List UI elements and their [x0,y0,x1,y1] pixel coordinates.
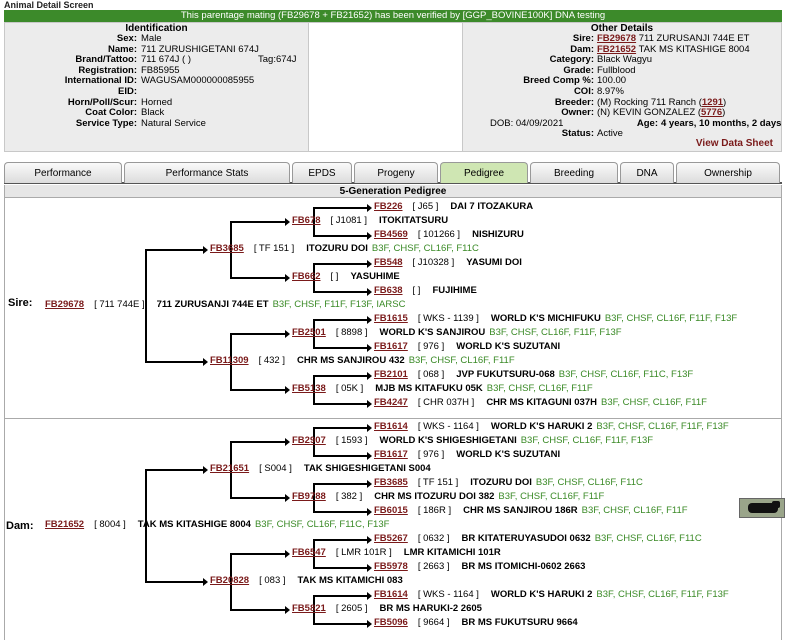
tab-performance-stats[interactable]: Performance Stats [124,162,290,183]
pedigree-genetic-status: B3F, CHSF, CL16F, F11C [535,477,643,488]
name-value: 711 ZURUSHIGETANI 674J [141,43,259,55]
tab-pedigree[interactable]: Pedigree [440,162,528,183]
pedigree-genetic-status: B3F, CHSF, CL16F, F11F, F13F [604,313,738,324]
pedigree-tattoo: [ J10328 ] [412,257,455,268]
pedigree-connector [230,497,286,499]
pedigree-tattoo: [ 2605 ] [335,603,368,614]
pedigree-node [210,355,515,367]
intl-value: WAGUSAM000000085955 [141,75,255,87]
registration-label: Registration: [78,64,137,76]
pedigree-node [374,229,524,241]
pedigree-connector [313,207,368,209]
pedigree-connector [230,389,286,391]
breeder-label: Breeder: [554,96,594,108]
pedigree-animal-name: YASUMI DOI [466,257,522,268]
pedigree-connector [145,249,204,251]
pedigree-tattoo: [ 083 ] [259,575,286,586]
pedigree-animal-name: 711 ZURUSANJI 744E ET [156,299,269,310]
arrow-right-icon [203,466,208,474]
tab-dna[interactable]: DNA [620,162,674,183]
pedigree-node [374,505,688,517]
pedigree-connector [313,539,368,541]
pedigree-animal-name: LMR KITAMICHI 101R [403,547,501,558]
pedigree-animal-name: NISHIZURU [472,229,524,240]
pedigree-connector [313,455,368,457]
pedigree-node [374,533,702,545]
tab-progeny[interactable]: Progeny [354,162,438,183]
pedigree-reg-link[interactable]: FB6015 [374,505,408,516]
pedigree-tattoo: [ J65 ] [412,201,439,212]
pedigree-genetic-status: B3F, CHSF, CL16F, F11F, F13F [520,435,654,446]
arrow-right-icon [203,578,208,586]
pedigree-animal-name: CHR MS SANJIROU 186R [463,505,578,516]
pedigree-tattoo: [ 0632 ] [417,533,450,544]
pedigree-tattoo: [ 101266 ] [417,229,461,240]
pedigree-animal-name: ITOZURU DOI [306,243,368,254]
pedigree-reg-link[interactable]: FB9788 [292,491,326,502]
pedigree-tattoo: [ TF 151 ] [417,477,459,488]
pedigree-reg-link[interactable]: FB2101 [374,369,408,380]
pedigree-reg-link[interactable]: FB6547 [292,547,326,558]
pedigree-animal-name: MJB MS KITAFUKU 05K [375,383,483,394]
arrow-right-icon [203,246,208,254]
pedigree-tattoo: [ 2663 ] [417,561,450,572]
pedigree-animal-name: CHR MS KITAGUNI 037H [486,397,597,408]
sire-dam-divider [5,418,781,419]
coi-label: COI: [573,86,594,97]
pedigree-tattoo: [ 05K ] [335,383,364,394]
pedigree-animal-name: DAI 7 ITOZAKURA [450,201,534,212]
arrow-right-icon [285,606,290,614]
pedigree-title: 5-Generation Pedigree [5,185,781,198]
arrow-right-icon [367,424,372,432]
pedigree-node [374,201,533,213]
pedigree-connector [313,403,368,405]
pedigree-reg-link[interactable]: FB5978 [374,561,408,572]
dam-label: Dam: [570,43,594,55]
arrow-right-icon [285,386,290,394]
pedigree-connector [313,375,368,377]
pedigree-reg-link[interactable]: FB3685 [210,243,244,254]
sire-photo-thumbnail[interactable] [739,498,785,518]
arrow-right-icon [285,274,290,282]
pedigree-reg-link[interactable]: FB678 [292,215,321,226]
pedigree-tattoo: [ S004 ] [259,463,292,474]
pedigree-tattoo: [ ] [412,285,421,296]
owner-close: ) [722,107,726,119]
service-value: Natural Service [141,117,206,129]
pedigree-connector [313,291,368,293]
pedigree-reg-link[interactable]: FB1615 [374,313,408,324]
pedigree-tattoo: [ 976 ] [417,341,445,352]
pedigree-node [374,617,578,629]
breeder-id-link[interactable]: 1291 [701,96,724,108]
pedigree-reg-link[interactable]: FB662 [292,271,321,282]
pedigree-reg-link[interactable]: FB5267 [374,533,408,544]
pedigree-connector [230,221,286,223]
pedigree-node [45,519,389,531]
arrow-right-icon [367,536,372,544]
pedigree-tattoo: [ 382 ] [335,491,363,502]
pedigree-node [210,463,431,475]
pedigree-node [292,271,400,283]
pedigree-reg-link[interactable]: FB11309 [210,355,249,366]
pedigree-tattoo: [ J1081 ] [330,215,367,226]
pedigree-node [292,383,593,395]
name-label: Name: [107,43,137,55]
horn-label: Horn/Poll/Scur: [67,96,137,108]
grade-value: Fullblood [597,64,636,76]
dam-side-label: Dam: [6,520,34,532]
detail-tabs [4,162,782,184]
pedigree-genetic-status: B3F, CHSF, CL16F, F11F [581,505,688,516]
arrow-right-icon [367,508,372,516]
pedigree-node [292,491,604,503]
pedigree-animal-name: YASUHIME [350,271,400,282]
pedigree-node [210,243,479,255]
category-label: Category: [549,54,594,66]
arrow-right-icon [285,218,290,226]
pedigree-tattoo: [ LMR 101R ] [335,547,392,558]
pedigree-panel [4,185,782,640]
owner-value: (N) KEVIN GONZALEZ ( [597,107,701,119]
pedigree-node [374,397,707,409]
pedigree-tattoo: [ 1593 ] [335,435,368,446]
identification-panel [4,22,309,152]
pedigree-reg-link[interactable]: FB4247 [374,397,408,408]
pedigree-node [292,215,448,227]
pedigree-genetic-status: B3F, CHSF, CL16F, F11C [371,243,479,254]
arrow-right-icon [367,232,372,240]
pedigree-tattoo: [ ] [330,271,339,282]
pedigree-node [374,477,643,489]
pedigree-reg-link[interactable]: FB3685 [374,477,408,488]
verification-banner: This parentage mating (FB29678 + FB21652) has been verified by [GGP_BOVINE100K] DNA testing [4,10,782,22]
pedigree-connector [230,333,286,335]
sex-value: Male [141,33,162,44]
photo-area [309,22,462,152]
pedigree-animal-name: ITOKITATSURU [378,215,449,226]
pedigree-node [292,435,653,447]
arrow-right-icon [367,564,372,572]
pedigree-connector [230,609,286,611]
arrow-right-icon [367,204,372,212]
pedigree-tattoo: [ WKS - 1164 ] [417,421,479,432]
service-label: Service Type: [75,117,137,129]
pedigree-animal-name: CHR MS SANJIROU 432 [296,355,405,366]
pedigree-tattoo: [ WKS - 1139 ] [417,313,479,324]
arrow-right-icon [367,372,372,380]
pedigree-tattoo: [ 711 744E ] [94,299,145,310]
pedigree-reg-link[interactable]: FB2907 [292,435,326,446]
category-value: Black Wagyu [597,54,653,66]
pedigree-tattoo: [ 8898 ] [335,327,368,338]
pedigree-animal-name: WORLD K'S HARUKI 2 [490,421,593,432]
tab-ownership[interactable]: Ownership [676,162,780,183]
pedigree-animal-name: WORLD K'S SUZUTANI [456,449,561,460]
pedigree-connector [313,567,368,569]
screen-title: Animal Detail Screen [4,0,94,10]
pedigree-animal-name: TAK MS KITAMICHI 083 [297,575,403,586]
pedigree-genetic-status: B3F, CHSF, F11F, F13F, IARSC [272,299,406,310]
pedigree-connector [145,361,204,363]
tab-epds[interactable]: EPDS [292,162,352,183]
view-data-sheet-link[interactable]: View Data Sheet [695,138,773,149]
pedigree-animal-name: WORLD K'S SHIGESHIGETANI [379,435,517,446]
pedigree-connector [230,441,286,443]
pedigree-node [374,369,693,381]
pedigree-connector [313,511,368,513]
pedigree-tattoo: [ 976 ] [417,449,445,460]
pedigree-node [210,575,403,587]
pedigree-animal-name: CHR MS ITOZURU DOI 382 [374,491,495,502]
pedigree-reg-link[interactable]: FB5821 [292,603,326,614]
status-label: Status: [561,128,594,140]
pedigree-reg-link[interactable]: FB1617 [374,341,408,352]
pedigree-animal-name: BR MS FUKUTSURU 9664 [461,617,578,628]
arrow-right-icon [367,620,372,628]
breed-label: Breed Comp %: [523,75,594,87]
pedigree-connector [313,427,368,429]
arrow-right-icon [285,330,290,338]
pedigree-node [374,561,585,573]
dob-value: DOB: 04/09/2021 [490,117,564,129]
coi-value: 8.97% [597,86,624,97]
pedigree-connector [313,347,368,349]
horn-value: Horned [141,96,173,108]
pedigree-node [374,313,737,325]
pedigree-reg-link[interactable]: FB5138 [292,383,326,394]
pedigree-node [374,285,477,297]
pedigree-animal-name: FUJIHIME [432,285,477,296]
pedigree-genetic-status: B3F, CHSF, CL16F, F11F [486,383,593,394]
pedigree-tattoo: [ 186R ] [417,505,452,516]
tab-breeding[interactable]: Breeding [530,162,618,183]
pedigree-connector [145,581,204,583]
sex-label: Sex: [116,33,137,44]
breed-value: 100.00 [597,75,627,87]
intl-label: International ID: [64,75,137,87]
pedigree-tattoo: [ 068 ] [417,369,445,380]
pedigree-reg-link[interactable]: FB21652 [45,519,85,530]
breeder-value: (M) Rocking 711 Ranch ( [597,96,702,108]
pedigree-animal-name: WORLD K'S SUZUTANI [456,341,561,352]
pedigree-genetic-status: B3F, CHSF, CL16F, F11F, F13F [489,327,622,338]
pedigree-animal-name: TAK SHIGESHIGETANI S004 [303,463,431,474]
other-details-heading: Other Details [590,23,654,34]
pedigree-tattoo: [ 9664 ] [417,617,450,628]
arrow-right-icon [367,452,372,460]
pedigree-reg-link[interactable]: FB4569 [374,229,408,240]
pedigree-reg-link[interactable]: FB21651 [210,463,250,474]
pedigree-reg-link[interactable]: FB1617 [374,449,408,460]
pedigree-animal-name: WORLD K'S SANJIROU [379,327,486,338]
pedigree-reg-link[interactable]: FB638 [374,285,403,296]
pedigree-genetic-status: B3F, CHSF, CL16F, F11F, F13F [596,589,729,600]
dam-reg-link[interactable]: FB21652 [597,43,637,55]
arrow-right-icon [285,494,290,502]
pedigree-animal-name: BR MS HARUKI-2 2605 [379,603,482,614]
pedigree-genetic-status: B3F, CHSF, CL16F, F11C, F13F [558,369,694,380]
pedigree-connector [313,623,368,625]
arrow-right-icon [367,400,372,408]
pedigree-reg-link[interactable]: FB20828 [210,575,250,586]
status-value: Active [597,128,623,140]
identification-heading: Identification [125,23,188,34]
pedigree-connector [313,263,368,265]
pedigree-connector [230,277,286,279]
pedigree-animal-name: BR MS ITOMICHI-0602 2663 [461,561,586,572]
pedigree-node [292,547,501,559]
pedigree-node [374,421,729,433]
pedigree-genetic-status: B3F, CHSF, CL16F, F11F [408,355,515,366]
age-value: 4 years, 10 months, 2 days [661,117,782,129]
pedigree-animal-name: JVP FUKUTSURU-068 [456,369,555,380]
arrow-right-icon [285,438,290,446]
pedigree-tattoo: [ WKS - 1164 ] [417,589,479,600]
pedigree-animal-name: WORLD K'S MICHIFUKU [490,313,601,324]
pedigree-genetic-status: B3F, CHSF, CL16F, F11C, F13F [254,519,390,530]
pedigree-connector [230,553,286,555]
sire-label: Sire: [572,33,594,44]
sire-reg-link[interactable]: FB29678 [597,33,637,44]
brand-value: 711 674J ( ) [141,54,191,66]
sire-side-label: Sire: [8,297,33,309]
owner-label: Owner: [561,107,594,119]
pedigree-connector [313,595,368,597]
age-label: Age: [636,117,658,129]
pedigree-node [374,449,560,461]
pedigree-tattoo: [ 432 ] [258,355,285,366]
other-details-panel [462,22,782,152]
eid-label: EID: [118,86,137,97]
arrow-right-icon [367,344,372,352]
cow-head [772,501,780,508]
arrow-right-icon [285,550,290,558]
pedigree-node [292,327,622,339]
dam-name: TAK MS KITASHIGE 8004 [638,43,750,55]
pedigree-genetic-status: B3F, CHSF, CL16F, F11F, F13F [596,421,729,432]
arrow-right-icon [367,260,372,268]
sire-name: 711 ZURUSANJI 744E ET [638,33,750,44]
pedigree-genetic-status: B3F, CHSF, CL16F, F11C [594,533,702,544]
pedigree-reg-link[interactable]: FB5096 [374,617,408,628]
pedigree-genetic-status: B3F, CHSF, CL16F, F11F [498,491,605,502]
pedigree-node [374,257,522,269]
brand-label: Brand/Tattoo: [75,54,137,66]
pedigree-reg-link[interactable]: FB226 [374,201,403,212]
pedigree-reg-link[interactable]: FB548 [374,257,403,268]
pedigree-connector [313,483,368,485]
arrow-right-icon [367,480,372,488]
pedigree-animal-name: TAK MS KITASHIGE 8004 [137,519,251,530]
pedigree-tattoo: [ CHR 037H ] [417,397,475,408]
tag-value: Tag:674J [258,54,297,66]
pedigree-connector [313,319,368,321]
pedigree-tattoo: [ TF 151 ] [253,243,295,254]
pedigree-node [374,341,560,353]
pedigree-animal-name: BR KITATERUYASUDOI 0632 [461,533,591,544]
pedigree-node [292,603,482,615]
pedigree-connector [313,235,368,237]
arrow-right-icon [367,288,372,296]
arrow-right-icon [367,316,372,324]
tab-performance[interactable]: Performance [4,162,122,183]
pedigree-reg-link[interactable]: FB1614 [374,421,408,432]
pedigree-genetic-status: B3F, CHSF, CL16F, F11F [600,397,707,408]
pedigree-node [374,589,729,601]
pedigree-tattoo: [ 8004 ] [94,519,126,530]
pedigree-connector [145,469,204,471]
coat-label: Coat Color: [85,107,137,119]
registration-value: FB85955 [141,64,180,76]
pedigree-reg-link[interactable]: FB1614 [374,589,408,600]
breeder-close: ) [723,96,727,108]
arrow-right-icon [203,358,208,366]
pedigree-animal-name: WORLD K'S HARUKI 2 [490,589,593,600]
pedigree-node [45,299,405,311]
pedigree-reg-link[interactable]: FB2501 [292,327,326,338]
grade-label: Grade: [563,64,594,76]
arrow-right-icon [367,592,372,600]
coat-value: Black [141,107,165,119]
pedigree-reg-link[interactable]: FB29678 [45,299,85,310]
pedigree-animal-name: ITOZURU DOI [470,477,532,488]
owner-id-link[interactable]: 5776 [700,107,723,119]
